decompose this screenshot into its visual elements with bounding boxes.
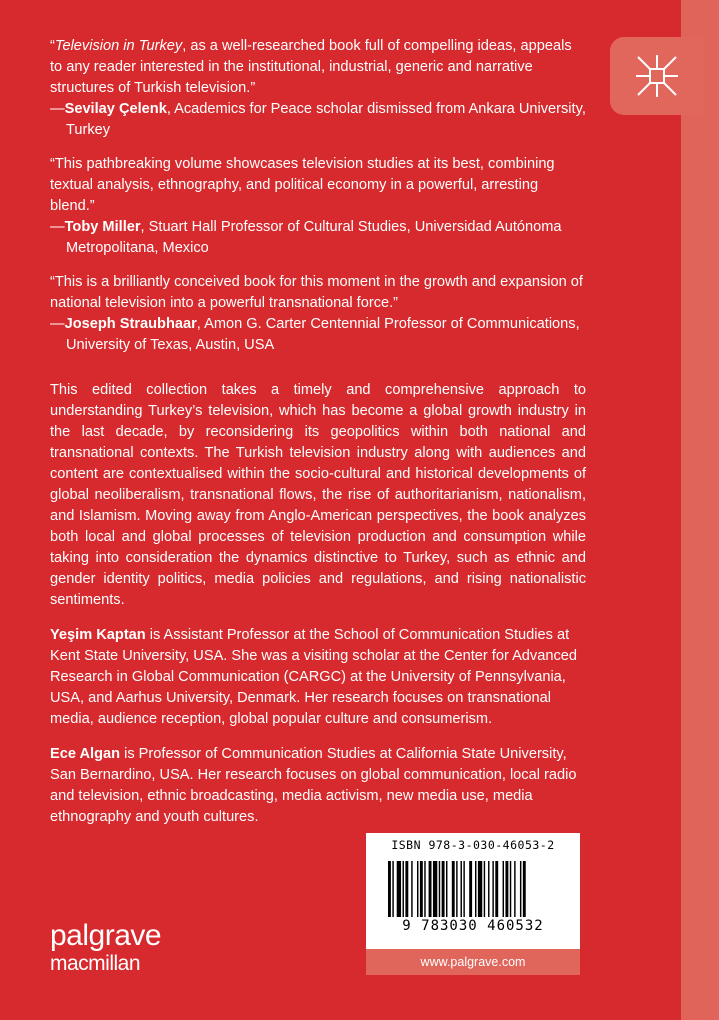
editor-bio: Ece Algan is Professor of Communication Studies at California State University, San Bernardino, USA. Her research focuses on global communication, local radio and television, ethnic broadcasting, media activism, new media use, media ethnography and youth cultures. — [50, 746, 577, 825]
quote-text: “This pathbreaking volume showcases television studies at its best, combining textual analysis, ethnography, and political economy in a powerful, arresting blend.” — [50, 156, 555, 214]
isbn-barcode — [366, 833, 580, 969]
book-title-italic: Television in Turkey — [54, 38, 183, 54]
isbn-label: ISBN 978-3-030-46053-2 — [366, 833, 580, 857]
spine-strip — [681, 0, 719, 1020]
quote-author: Sevilay Çelenk — [64, 101, 167, 117]
publisher-name: palgrave — [50, 919, 162, 952]
palgrave-logo-badge — [610, 37, 704, 115]
barcode-digits: 9 783030 460532 — [402, 918, 544, 934]
endorsement-quote — [50, 36, 586, 141]
book-description: This edited collection takes a timely and comprehensive approach to understanding Turkey’s television, which has become a global growth industry in the last decade, by reconsidering its geopolitics within both national and transnational contexts. The Turkish television industry along with audiences and content are contextualised within the socio-cultural and historical developments of global neoliberalism, transnational flows, the rise of authoritarianism, nationalism, and Islamism. Moving away from Anglo-American perspectives, the book analyzes both local and global processes of television production and consumption while taking into consideration the dynamics distinctive to Turkey, such as ethnic and gender identity politics, media policies and regulations, and rising nationalistic sentiments. — [50, 382, 586, 608]
quote-text: “Television in Turkey, as a well-researched book full of compelling ideas, appeals to any reader interested in the institutional, industrial, generic and narrative structures of Turkish television.” — [50, 38, 572, 96]
back-cover-text — [50, 36, 586, 828]
publisher-logo — [50, 919, 162, 978]
quote-attribution: —Sevilay Çelenk, Academics for Peace scholar dismissed from Ankara University, Turkey — [50, 101, 586, 138]
palgrave-network-icon — [633, 52, 681, 100]
editor-bio: Yeşim Kaptan is Assistant Professor at the School of Communication Studies at Kent State University, USA. She was a visiting scholar at the Center for Advanced Research in Global Communication (CARGC) at the University of Pennsylvania, USA, and Aarhus University, Denmark. Her research focuses on transnational media, audience reception, global popular culture and consumerism. — [50, 627, 577, 727]
endorsement-quote — [50, 272, 586, 356]
editor-name: Ece Algan — [50, 746, 121, 762]
editor-name: Yeşim Kaptan — [50, 627, 146, 643]
endorsement-quote — [50, 154, 586, 259]
quote-author: Toby Miller — [64, 219, 141, 235]
quote-text: “This is a brilliantly conceived book for this moment in the growth and expansion of national television into a powerful transnational force.” — [50, 274, 583, 311]
barcode-icon — [388, 857, 560, 919]
quote-attribution: —Toby Miller, Stuart Hall Professor of Cultural Studies, Universidad Autónoma Metropolitana, Mexico — [50, 219, 562, 256]
quote-author: Joseph Straubhaar — [64, 316, 197, 332]
quote-attribution: —Joseph Straubhaar, Amon G. Carter Centennial Professor of Communications, University of Texas, Austin, USA — [50, 316, 580, 353]
publisher-url: www.palgrave.com — [366, 949, 580, 975]
publisher-subname: macmillan — [50, 952, 141, 975]
